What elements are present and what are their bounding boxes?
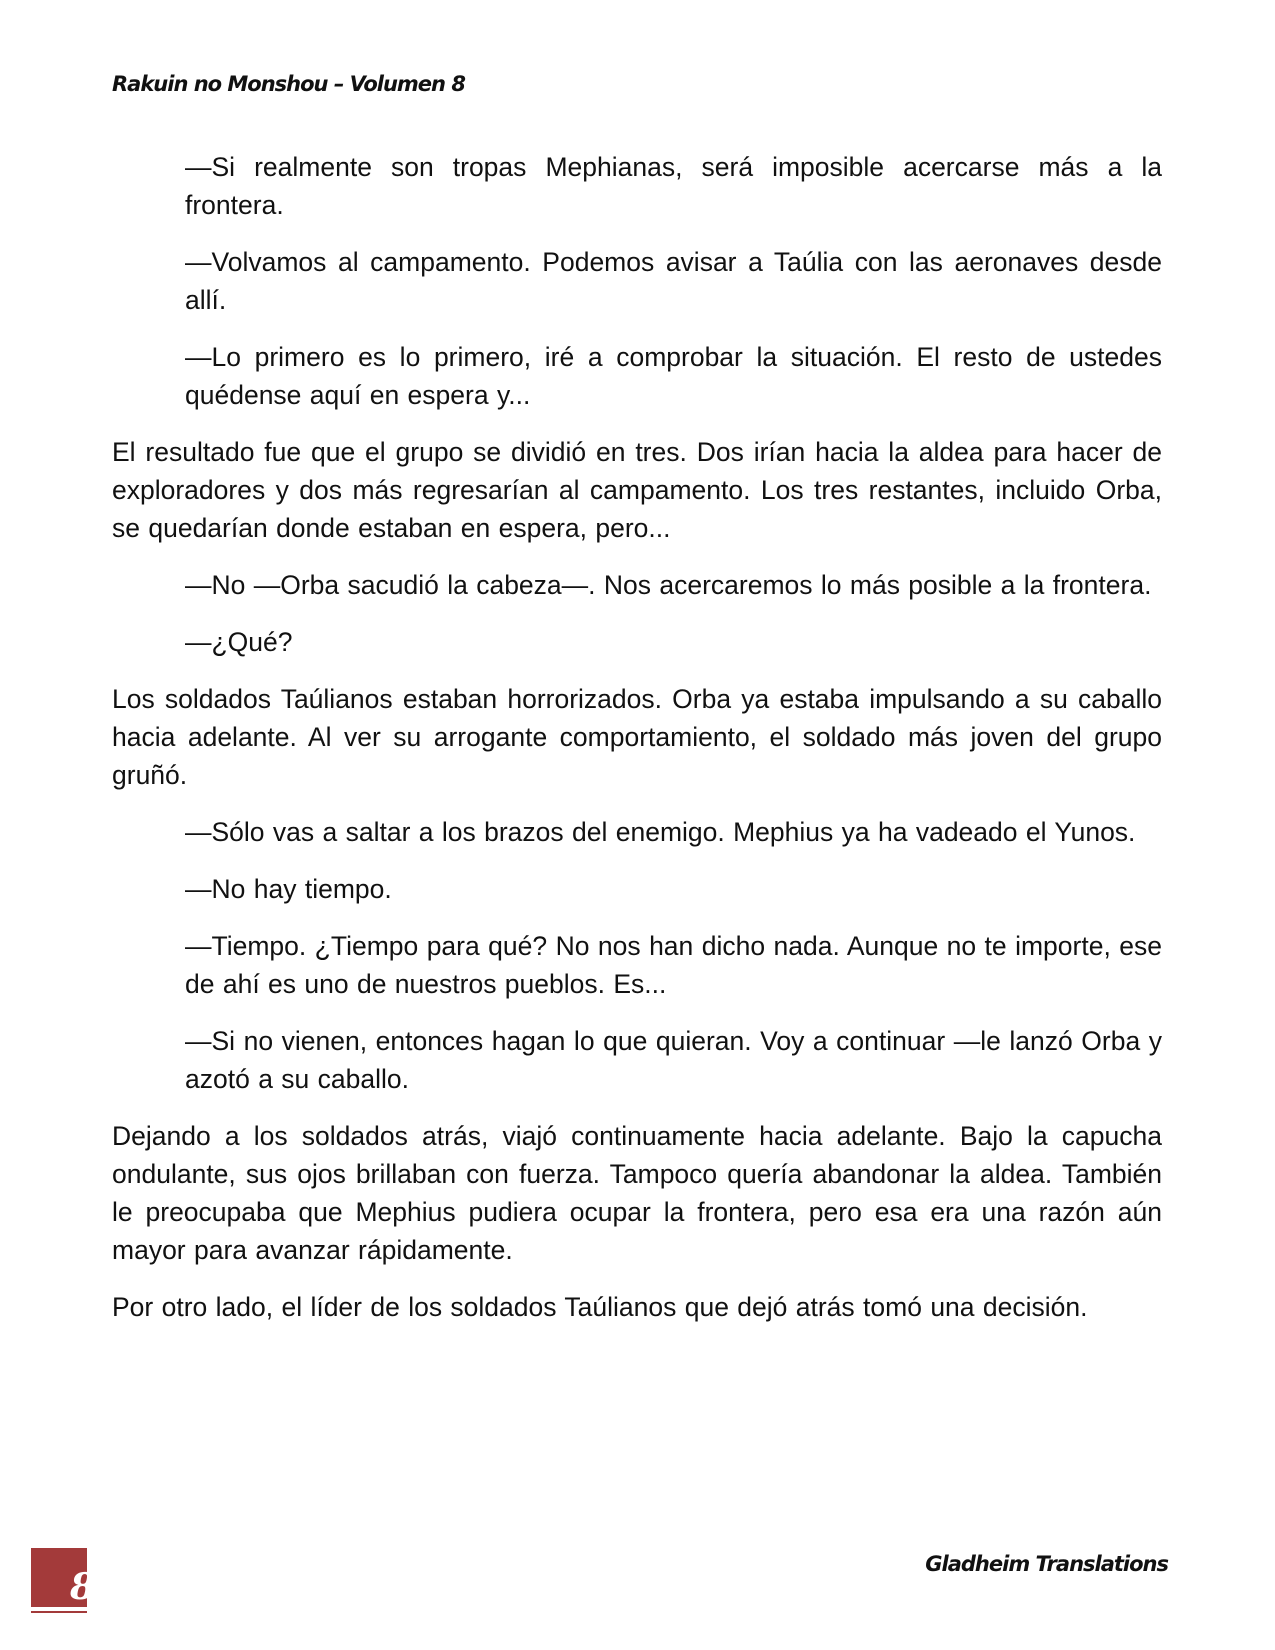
paragraph: —Volvamos al campamento. Podemos avisar a Taúlia con las aeronaves desde allí. [185,247,1162,315]
paragraph: —No —Orba sacudió la cabeza—. Nos acercaremos lo más posible a la frontera. [185,570,1152,600]
page-number-underline [31,1611,87,1613]
paragraph: —Sólo vas a saltar a los brazos del enemigo. Mephius ya ha vadeado el Yunos. [185,817,1136,847]
paragraph: Los soldados Taúlianos estaban horrorizados. Orba ya estaba impulsando a su caballo hacia adelante. Al ver su arrogante comportamiento, el soldado más joven del grupo gruñó. [112,684,1162,790]
paragraph: Dejando a los soldados atrás, viajó continuamente hacia adelante. Bajo la capucha ondulante, sus ojos brillaban con fuerza. Tampoco quería abandonar la aldea. También le preocupaba que Mephius pudiera ocupar la frontera, pero esa era una razón aún mayor para avanzar rápidamente. [112,1121,1162,1265]
paragraph: Por otro lado, el líder de los soldados Taúlianos que dejó atrás tomó una decisión. [112,1292,1088,1322]
paragraph: —¿Qué? [185,627,293,657]
paragraph: —Si no vienen, entonces hagan lo que quieran. Voy a continuar —le lanzó Orba y azotó a su caballo. [185,1026,1162,1094]
footer-credit: Gladheim Translations [925,1552,1168,1576]
body-text [112,148,1162,1345]
running-header: Rakuin no Monshou – Volumen 8 [112,72,465,96]
paragraph: —No hay tiempo. [185,874,392,904]
paragraph: —Tiempo. ¿Tiempo para qué? No nos han dicho nada. Aunque no te importe, ese de ahí es uno de nuestros pueblos. Es... [185,931,1162,999]
paragraph: —Lo primero es lo primero, iré a comprobar la situación. El resto de ustedes quédense aquí en espera y... [185,342,1162,410]
paragraph: El resultado fue que el grupo se dividió en tres. Dos irían hacia la aldea para hacer de exploradores y dos más regresarían al campamento. Los tres restantes, incluido Orba, se quedarían donde estaban en espera, pero... [112,437,1162,543]
page-number: 8 [70,1566,96,1608]
paragraph: —Si realmente son tropas Mephianas, será imposible acercarse más a la frontera. [185,152,1162,220]
